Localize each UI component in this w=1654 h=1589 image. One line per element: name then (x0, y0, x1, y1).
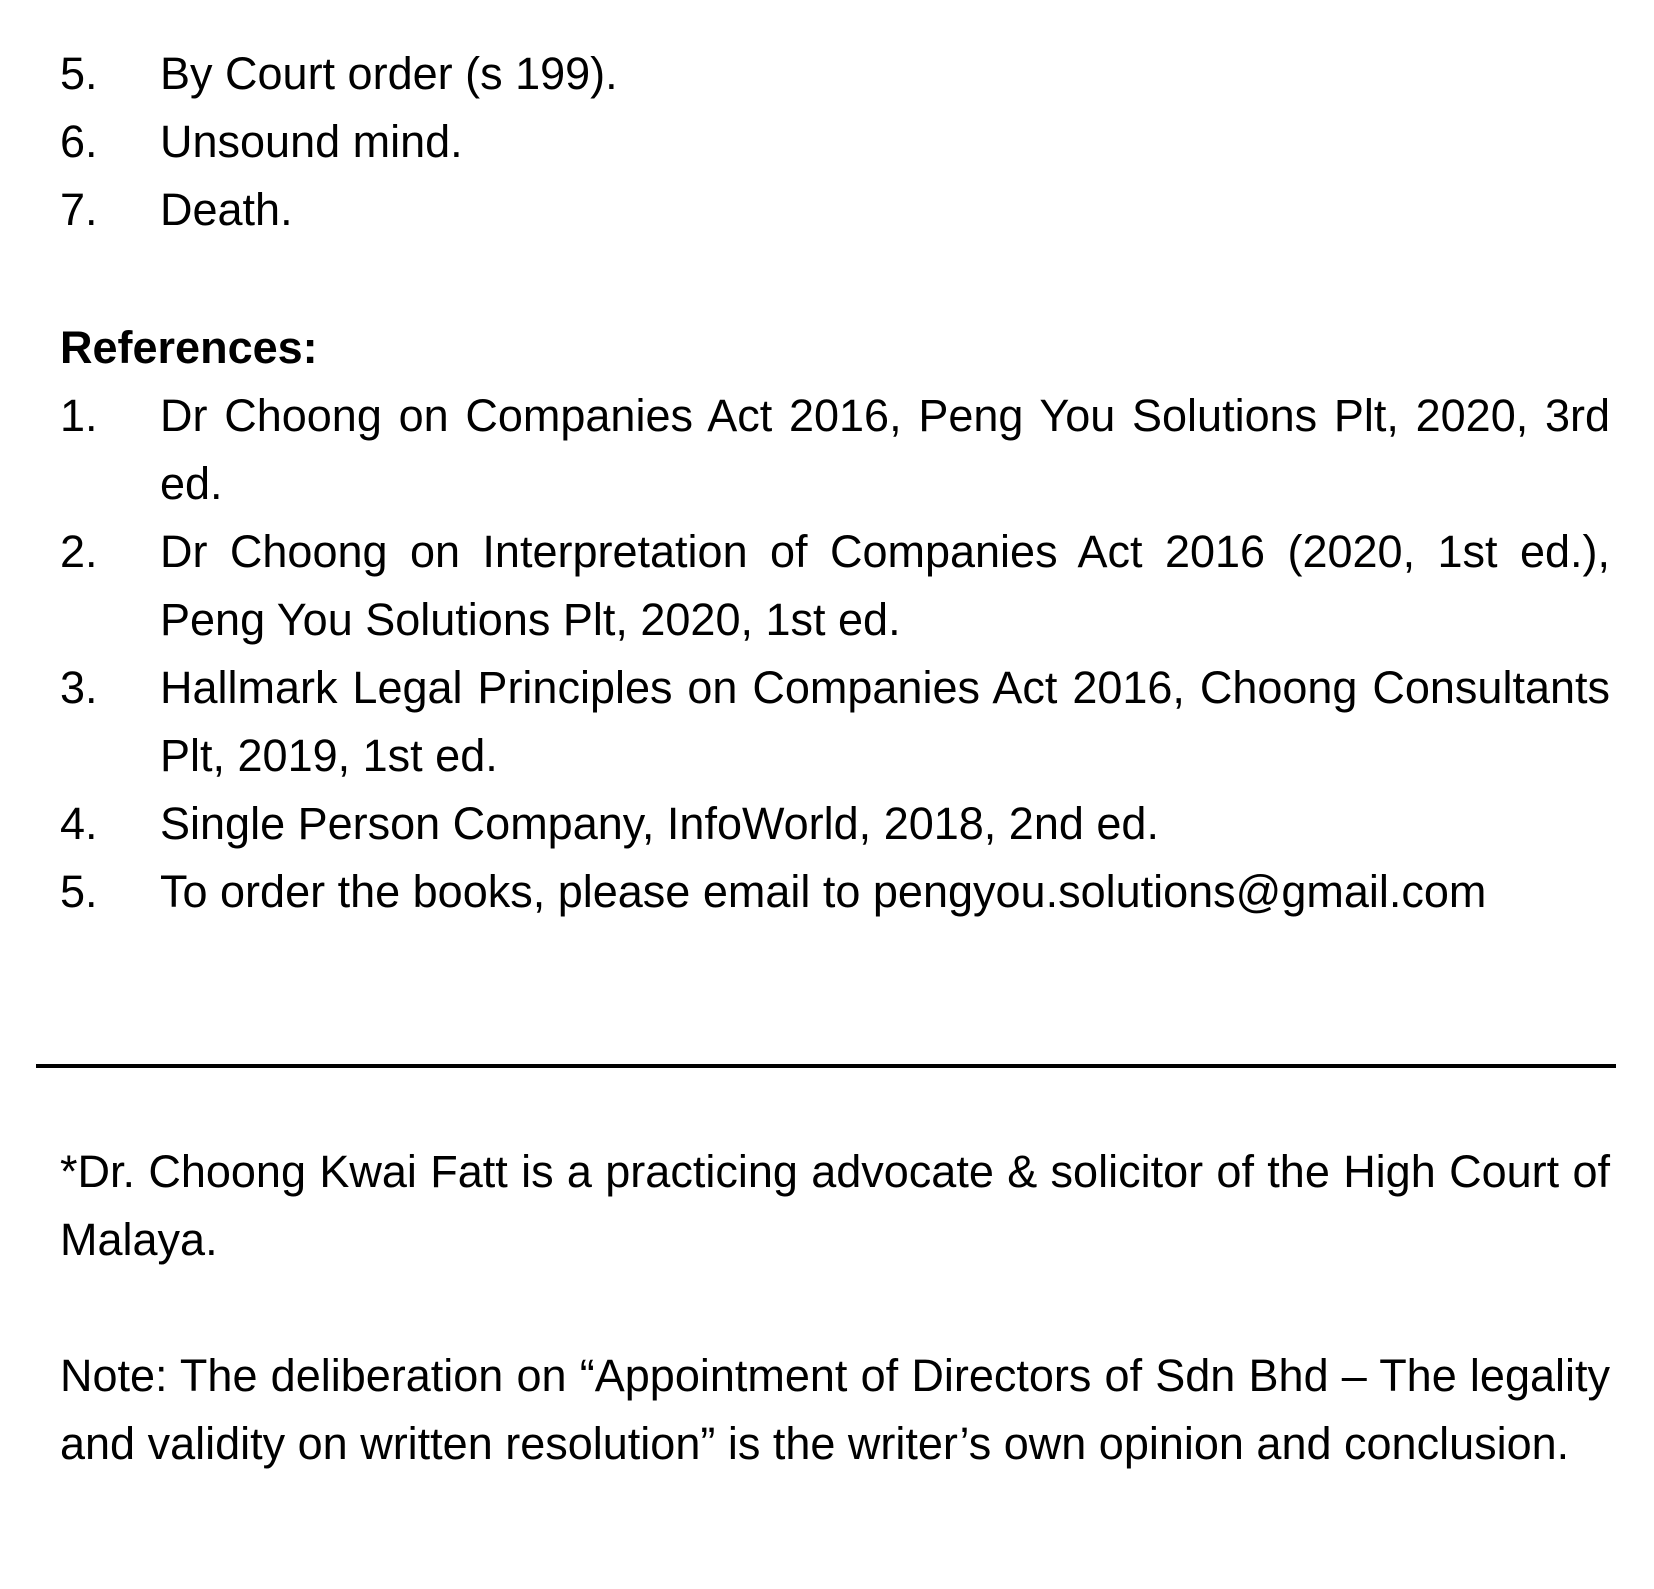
author-note: *Dr. Choong Kwai Fatt is a practicing advocate & solicitor of the High Court of Malaya. (60, 1146, 1610, 1265)
reference-number: 4. (60, 798, 98, 849)
list-item (60, 108, 1610, 176)
reference-text: Single Person Company, InfoWorld, 2018, 2nd ed. (160, 798, 1159, 849)
reference-item (60, 858, 1610, 926)
reference-text: Hallmark Legal Principles on Companies Act 2016, Choong Consultants Plt, 2019, 1st ed. (160, 662, 1610, 781)
reference-text: Dr Choong on Companies Act 2016, Peng You Solutions Plt, 2020, 3rd ed. (160, 390, 1610, 509)
reference-item (60, 790, 1610, 858)
list-item-number: 7. (60, 184, 98, 235)
reference-item (60, 518, 1610, 654)
references-list (60, 382, 1610, 926)
reference-number: 5. (60, 866, 98, 917)
list-item (60, 40, 1610, 108)
list-item-text: By Court order (s 199). (160, 48, 618, 99)
reference-item (60, 382, 1610, 518)
disclaimer-note: Note: The deliberation on “Appointment of Directors of Sdn Bhd – The legality and validity on written resolution” is the writer’s own opinion and conclusion. (60, 1350, 1610, 1469)
cessation-list (60, 40, 1610, 244)
section-divider (36, 1064, 1616, 1068)
list-item-number: 5. (60, 48, 98, 99)
reference-text: To order the books, please email to pengyou.solutions@gmail.com (160, 866, 1487, 917)
references-heading: References: (60, 322, 318, 373)
list-item-text: Unsound mind. (160, 116, 463, 167)
reference-number: 3. (60, 662, 98, 713)
reference-number: 1. (60, 390, 98, 441)
list-item (60, 176, 1610, 244)
reference-number: 2. (60, 526, 98, 577)
list-item-text: Death. (160, 184, 293, 235)
reference-item (60, 654, 1610, 790)
list-item-number: 6. (60, 116, 98, 167)
reference-text: Dr Choong on Interpretation of Companies Act 2016 (2020, 1st ed.), Peng You Solutions Plt, 2020, 1st ed. (160, 526, 1610, 645)
